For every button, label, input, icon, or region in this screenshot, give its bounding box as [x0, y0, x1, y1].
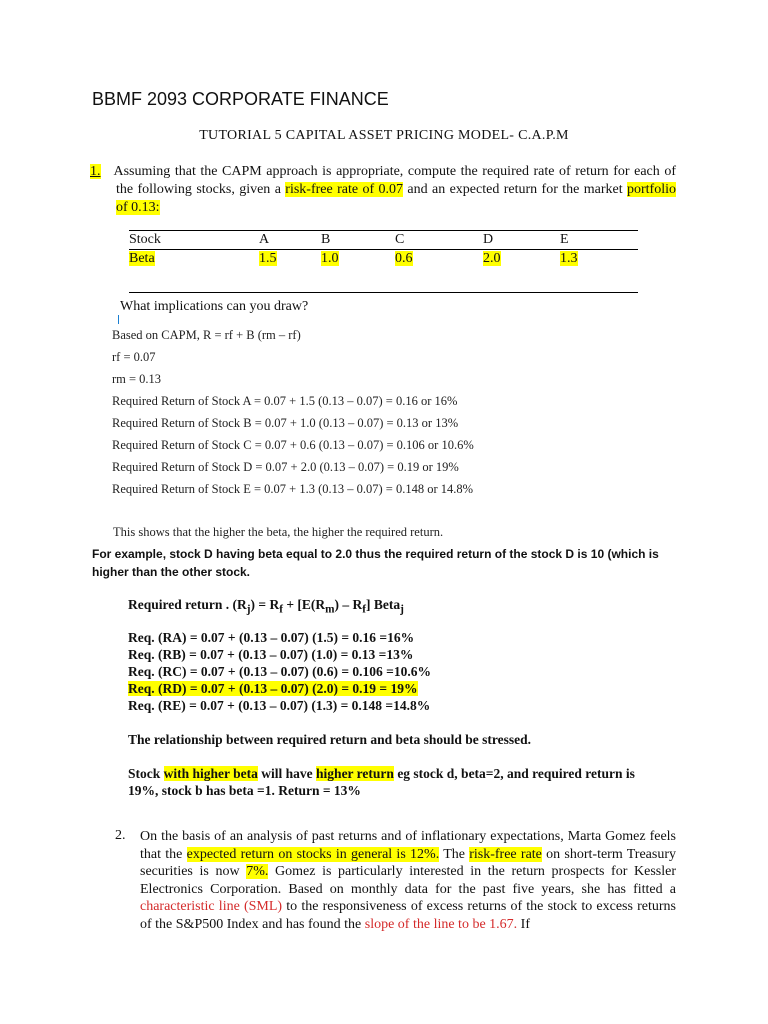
table-spacer-row: [129, 268, 638, 293]
solution-line: Required Return of Stock A = 0.07 + 1.5 (0.13 – 0.07) = 0.16 or 16%: [112, 394, 458, 408]
portfolio-highlight: portfolio of 0.13:: [116, 182, 676, 215]
table-header-row: [129, 231, 638, 250]
table-cell: 1.5: [259, 251, 277, 266]
solution-line: rm = 0.13: [112, 372, 162, 386]
relationship-note: The relationship between required return and beta should be stressed.: [128, 732, 532, 747]
stock-beta-note: Stock with higher beta will have higher return eg stock d, beta=2, and required return is 19%, stock b has beta =1. Return = 13%: [128, 766, 635, 798]
required-return-line: Req. (RE) = 0.07 + (0.13 – 0.07) (1.3) = 0.148 =14.8%: [128, 698, 431, 713]
solution-line: rf = 0.07: [112, 350, 156, 364]
table-header-cell: C: [395, 231, 483, 250]
solution-line: Required Return of Stock D = 0.07 + 2.0 (0.13 – 0.07) = 0.19 or 19%: [112, 460, 459, 474]
table-cell: 1.0: [321, 251, 339, 266]
required-return-line: Req. (RA) = 0.07 + (0.13 – 0.07) (1.5) = 0.16 =16%: [128, 630, 415, 645]
table-header-cell: Stock: [129, 231, 259, 250]
example-note: For example, stock D having beta equal to 2.0 thus the required return of the stock D is 10 (which is higher than the other stock.: [92, 547, 659, 579]
implications-question: What implications can you draw?: [120, 299, 309, 314]
table-header-cell: B: [321, 231, 395, 250]
question-2-text: On the basis of an analysis of past returns and of inflationary expectations, Marta Gomez feels that the expected return on stocks in general is 12%. The risk-free rate on short-term Treasury securities is now 7%. Gomez is particularly interested in the return prospects for Kessler Electronics Corporation. Based on monthly data for the past five years, she has fitted a characteristic line (SML) to the responsiveness of excess returns of the stock to excess returns of the S&P500 Index and has found the slope of the line to be 1.67. If: [140, 829, 676, 932]
table-row: [129, 250, 638, 269]
table-cell: 2.0: [483, 251, 501, 266]
solution-conclusion: This shows that the higher the beta, the higher the required return.: [113, 525, 444, 539]
text-cursor: [118, 315, 119, 324]
solution-line: Required Return of Stock B = 0.07 + 1.0 (0.13 – 0.07) = 0.13 or 13%: [112, 416, 459, 430]
table-header-cell: E: [560, 231, 638, 250]
table-cell: 0.6: [395, 251, 413, 266]
table-header-cell: D: [483, 231, 560, 250]
question-2-number: 2.: [115, 828, 126, 843]
tutorial-title: TUTORIAL 5 CAPITAL ASSET PRICING MODEL- C.A.P.M: [199, 128, 569, 143]
risk-free-highlight: risk-free rate of 0.07: [285, 182, 404, 197]
required-return-line: Req. (RB) = 0.07 + (0.13 – 0.07) (1.0) = 0.13 =13%: [128, 647, 414, 662]
question-1-number: 1.: [90, 164, 101, 179]
solution-line: Required Return of Stock E = 0.07 + 1.3 (0.13 – 0.07) = 0.148 or 14.8%: [112, 482, 474, 496]
required-return-line: Req. (RC) = 0.07 + (0.13 – 0.07) (0.6) = 0.106 =10.6%: [128, 664, 431, 679]
table-cell: Beta: [129, 251, 155, 266]
capm-formula: Required return . $(R_j) = R_f + [E(R_m) - R_f]$ Beta$_j$: [128, 597, 404, 616]
question-1-text: 1. Assuming that the CAPM approach is appropriate, compute the required rate of return for each of the following stocks, given a risk-free rate of 0.07 and an expected return for the market portfolio of 0.13:: [90, 164, 676, 215]
table-header-cell: A: [259, 231, 321, 250]
table-cell: 1.3: [560, 251, 578, 266]
course-title: BBMF 2093 CORPORATE FINANCE: [92, 89, 389, 109]
solution-line: Based on CAPM, R = rf + B (rm – rf): [112, 328, 301, 342]
solution-line: Required Return of Stock C = 0.07 + 0.6 (0.13 – 0.07) = 0.106 or 10.6%: [112, 438, 474, 452]
required-return-line-highlighted: Req. (RD) = 0.07 + (0.13 – 0.07) (2.0) = 0.19 = 19%: [128, 681, 418, 696]
beta-table: [129, 230, 638, 293]
